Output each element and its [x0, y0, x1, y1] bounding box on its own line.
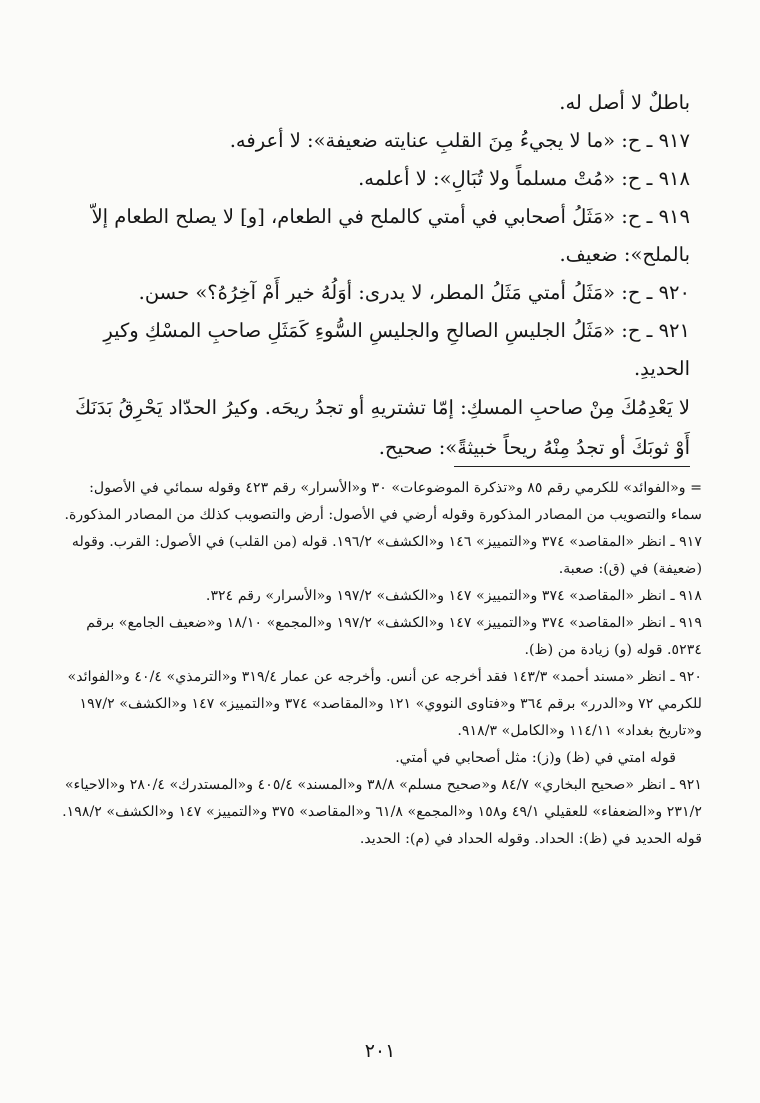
main-text	[72, 84, 690, 468]
footnote-920: ٩٢٠ ـ انظر «مسند أحمد» ١٤٣/٣ فقد أخرجه عن أنس. وأخرجه عن عمار ٣١٩/٤ و«الترمذي» ٤٠/٤ و«الفوائد» للكرمي ٧٢ و«الدرر» برقم ٣٦٤ و«فتاوى النووي» ١٢١ و«المقاصد» ٣٧٤ و«التمييز» ١٤٧ و«الكشف» ١٩٧/٢ و«تاريخ بغداد» ١١٤/١١ و«الكامل» ٩١٨/٣.	[67, 669, 702, 739]
footnote-918: ٩١٨ ـ انظر «المقاصد» ٣٧٤ و«التمييز» ١٤٧ و«الكشف» ١٩٧/٢ و«الأسرار» رقم ٣٢٤.	[205, 588, 702, 604]
footnote-921: ٩٢١ ـ انظر «صحيح البخاري» ٨٤/٧ و«صحيح مسلم» ٣٨/٨ و«المسند» ٤٠٥/٤ و«المستدرك» ٢٨٠/٤ و«الاحياء» ٢٣١/٢ و«الضعفاء» للعقيلي ٤٩/١ و١٥٨ و«المجمع» ٦١/٨ و«المقاصد» ٣٧٥ و«التمييز» ١٤٧ و«الكشف» ١٩٨/٢. قوله الحديد في (ظ): الحداد. وقوله الحداد في (م): الحديد.	[62, 777, 702, 847]
footnote-919: ٩١٩ ـ انظر «المقاصد» ٣٧٤ و«التمييز» ١٤٧ و«الكشف» ١٩٧/٢ و«المجمع» ١٨/١٠ و«ضعيف الجامع» برقم ٥٢٣٤. قوله (و) زيادة من (ظ).	[86, 615, 702, 658]
footnote-separator	[454, 466, 690, 467]
page-number: ٢٠١	[364, 1040, 396, 1062]
entry-917: ٩١٧ ـ ح: «ما لا يجيءُ مِنَ القلبِ عنايته ضعيفة»: لا أعرفه.	[229, 129, 690, 152]
entry-920: ٩٢٠ ـ ح: «مَثَلُ أمتي مَثَلُ المطر، لا يدرى: أوَلُهُ خير أَمْ آخِرُهُ؟» حسن.	[138, 281, 690, 304]
footnote-continued: = و«الفوائد» للكرمي رقم ٨٥ و«تذكرة الموضوعات» ٣٠ و«الأسرار» رقم ٤٢٣ وقوله سمائي في الأصول: سماء والتصويب من المصادر المذكورة وقوله أرضي في الأصول: أرض والتصويب كذلك من المصادر المذكورة.	[64, 480, 702, 523]
continuation-line: باطلٌ لا أصل له.	[559, 91, 690, 114]
footnotes	[62, 475, 702, 853]
entry-919: ٩١٩ ـ ح: «مَثَلُ أصحابي في أمتي كالملح في الطعام، [و] لا يصلح الطعام إلاّ بالملح»: ضعيف.	[91, 205, 690, 266]
entry-921: ٩٢١ ـ ح: «مَثَلُ الجليسِ الصالحِ والجليسِ السُّوءِ كَمَثَلِ صاحبِ المسْكِ وكيرِ الحديدِ.	[103, 319, 690, 380]
footnote-917: ٩١٧ ـ انظر «المقاصد» ٣٧٤ و«التمييز» ١٤٦ و«الكشف» ١٩٦/٢. قوله (من القلب) في الأصول: القرب. وقوله (ضعيفة) في (ق): صعبة.	[71, 534, 702, 577]
footnote-920-note: قوله امتي في (ظ) و(ز): مثل أصحابي في أمتي.	[395, 750, 676, 766]
entry-918: ٩١٨ ـ ح: «مُتْ مسلماً ولا تُبَالِ»: لا أعلمه.	[358, 167, 690, 190]
entry-921-continuation: لا يَعْدِمُكَ مِنْ صاحبِ المسكِ: إمّا تشتريهِ أو تجدُ ريحَه. وكيرُ الحدّاد يَحْرِقُ بَدَنَكَ أَوْ ثوبَكَ أو تجدُ مِنْهُ ريحاً خبيثةً»: صحيح.	[74, 396, 690, 459]
